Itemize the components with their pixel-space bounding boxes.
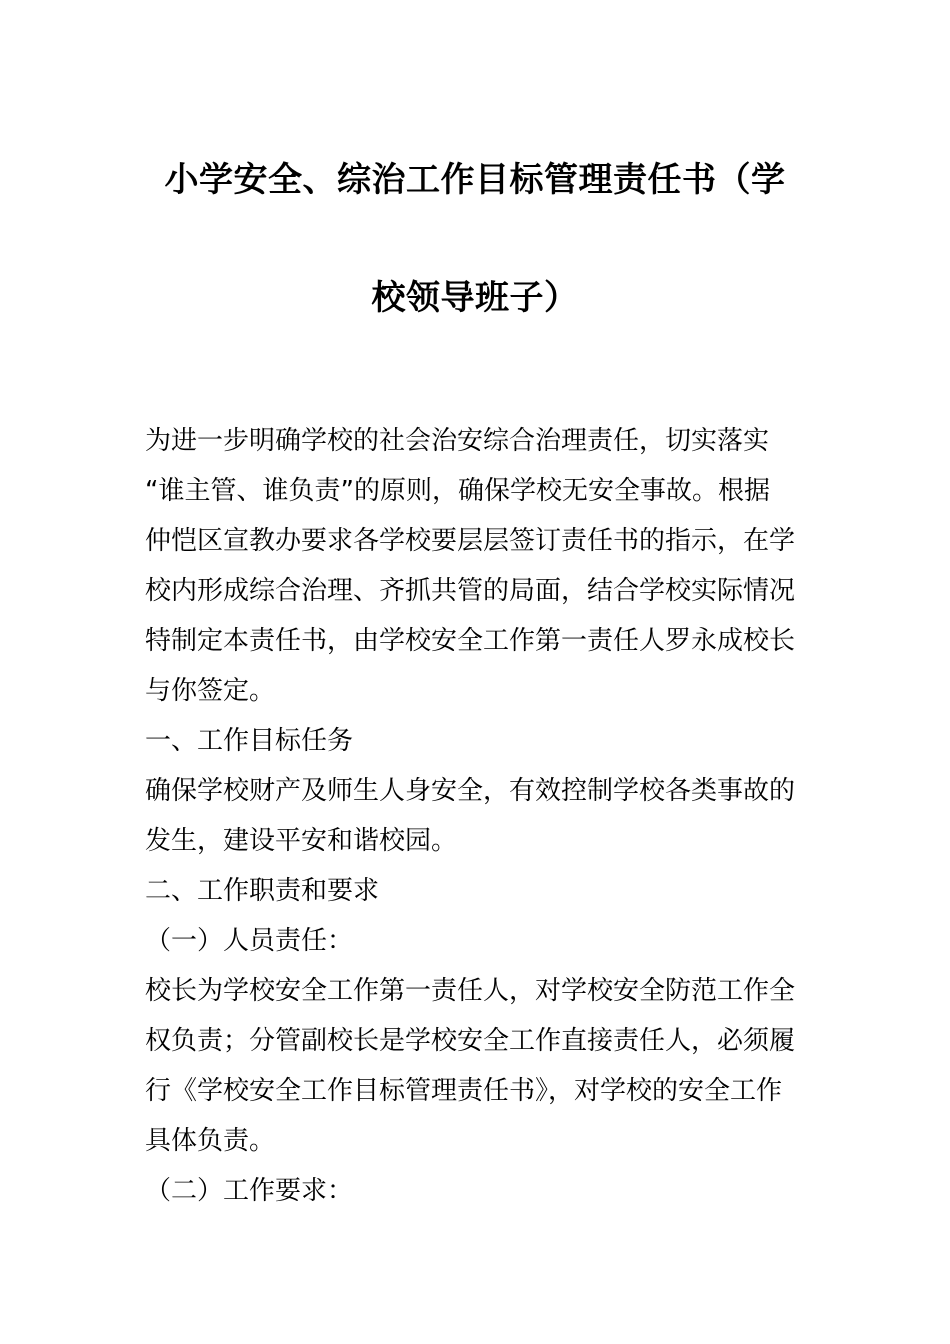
section-heading-1: 一、工作目标任务	[145, 726, 354, 756]
paragraph-intro-line: 特制定本责任书，由学校安全工作第一责任人罗永成校长	[145, 626, 796, 656]
subsection-heading-1: （一）人员责任：	[145, 926, 354, 956]
document-title-line-2: 校领导班子）	[371, 278, 579, 318]
paragraph-intro-line: 为进一步明确学校的社会治安综合治理责任，切实落实	[145, 426, 770, 456]
paragraph-intro-line: 与你签定。	[145, 676, 276, 706]
subsection-1-text-line: 具体负责。	[145, 1126, 276, 1156]
subsection-1-text-line: 权负责；分管副校长是学校安全工作直接责任人，必须履	[145, 1026, 796, 1056]
subsection-1-text-line: 校长为学校安全工作第一责任人，对学校安全防范工作全	[145, 976, 796, 1006]
subsection-1-text-line: 行《学校安全工作目标管理责任书》，对学校的安全工作	[145, 1076, 783, 1106]
subsection-heading-2: （二）工作要求：	[145, 1176, 354, 1206]
paragraph-intro-line: 校内形成综合治理、齐抓共管的局面，结合学校实际情况	[145, 576, 796, 606]
section-1-text-line: 发生，建设平安和谐校园。	[145, 826, 458, 856]
paragraph-intro-line: “谁主管、谁负责”的原则，确保学校无安全事故。根据	[145, 476, 770, 506]
document-body	[145, 416, 810, 1216]
paragraph-intro-line: 仲恺区宣教办要求各学校要层层签订责任书的指示，在学	[145, 526, 796, 556]
section-1-text-line: 确保学校财产及师生人身安全，有效控制学校各类事故的	[145, 776, 796, 806]
document-title-line-1: 小学安全、综治工作目标管理责任书（学	[164, 160, 786, 200]
section-heading-2: 二、工作职责和要求	[145, 876, 380, 906]
